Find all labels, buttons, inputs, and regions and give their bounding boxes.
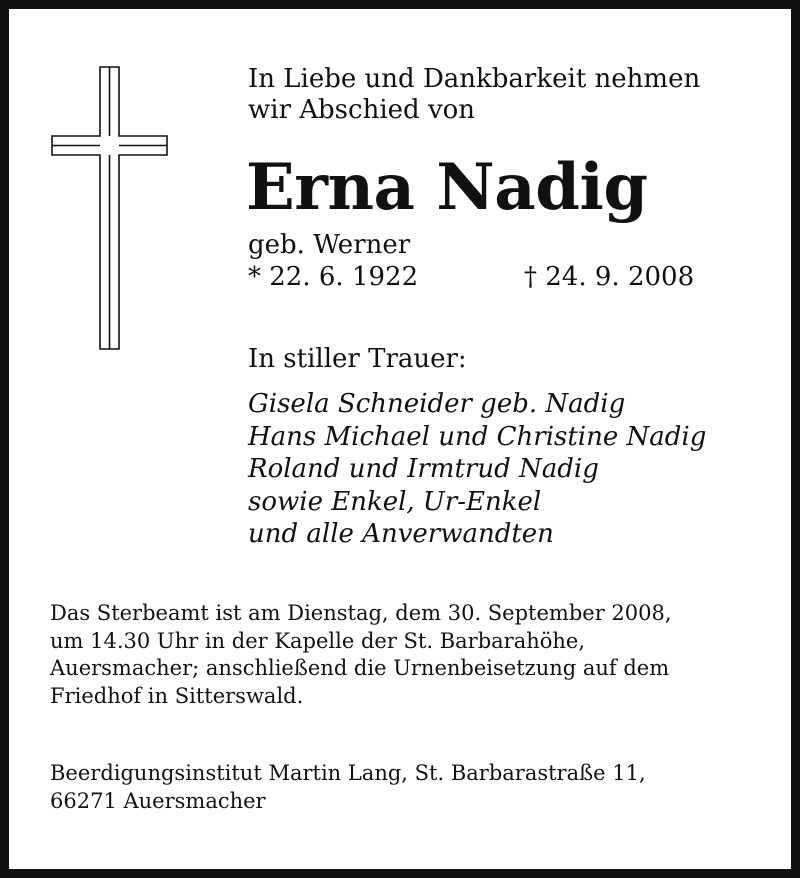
intro-text	[248, 64, 700, 126]
birth-date: * 22. 6. 1922	[248, 262, 419, 292]
death-date: † 24. 9. 2008	[524, 262, 695, 292]
funeral-home-info	[50, 760, 646, 815]
intro-line: wir Abschied von	[248, 95, 476, 125]
service-line: um 14.30 Uhr in der Kapelle der St. Barbarahöhe,	[50, 628, 586, 653]
funeral-home-line: 66271 Auersmacher	[50, 788, 266, 813]
service-line: Friedhof in Sitterswald.	[50, 683, 304, 708]
cross-icon	[51, 66, 168, 350]
mourner-line: Gisela Schneider geb. Nadig	[248, 389, 626, 419]
service-line: Auersmacher; anschließend die Urnenbeisetzung auf dem	[50, 656, 670, 680]
mourner-line: Hans Michael und Christine Nadig	[248, 421, 707, 452]
funeral-home-line: Beerdigungsinstitut Martin Lang, St. Barbarastraße 11,	[50, 761, 646, 785]
mourner-line: sowie Enkel, Ur-Enkel	[248, 486, 542, 517]
birth-name: geb. Werner	[248, 230, 411, 260]
mourner-line: und alle Anverwandten	[248, 519, 554, 549]
service-info	[50, 600, 672, 710]
mourner-line: Roland und Irmtrud Nadig	[248, 454, 599, 484]
service-line: Das Sterbeamt ist am Dienstag, dem 30. September 2008,	[50, 601, 672, 625]
mourners-list	[248, 388, 706, 551]
mourning-heading: In stiller Trauer:	[248, 344, 467, 374]
deceased-name: Erna Nadig	[246, 150, 648, 225]
intro-line: In Liebe und Dankbarkeit nehmen	[248, 64, 701, 94]
